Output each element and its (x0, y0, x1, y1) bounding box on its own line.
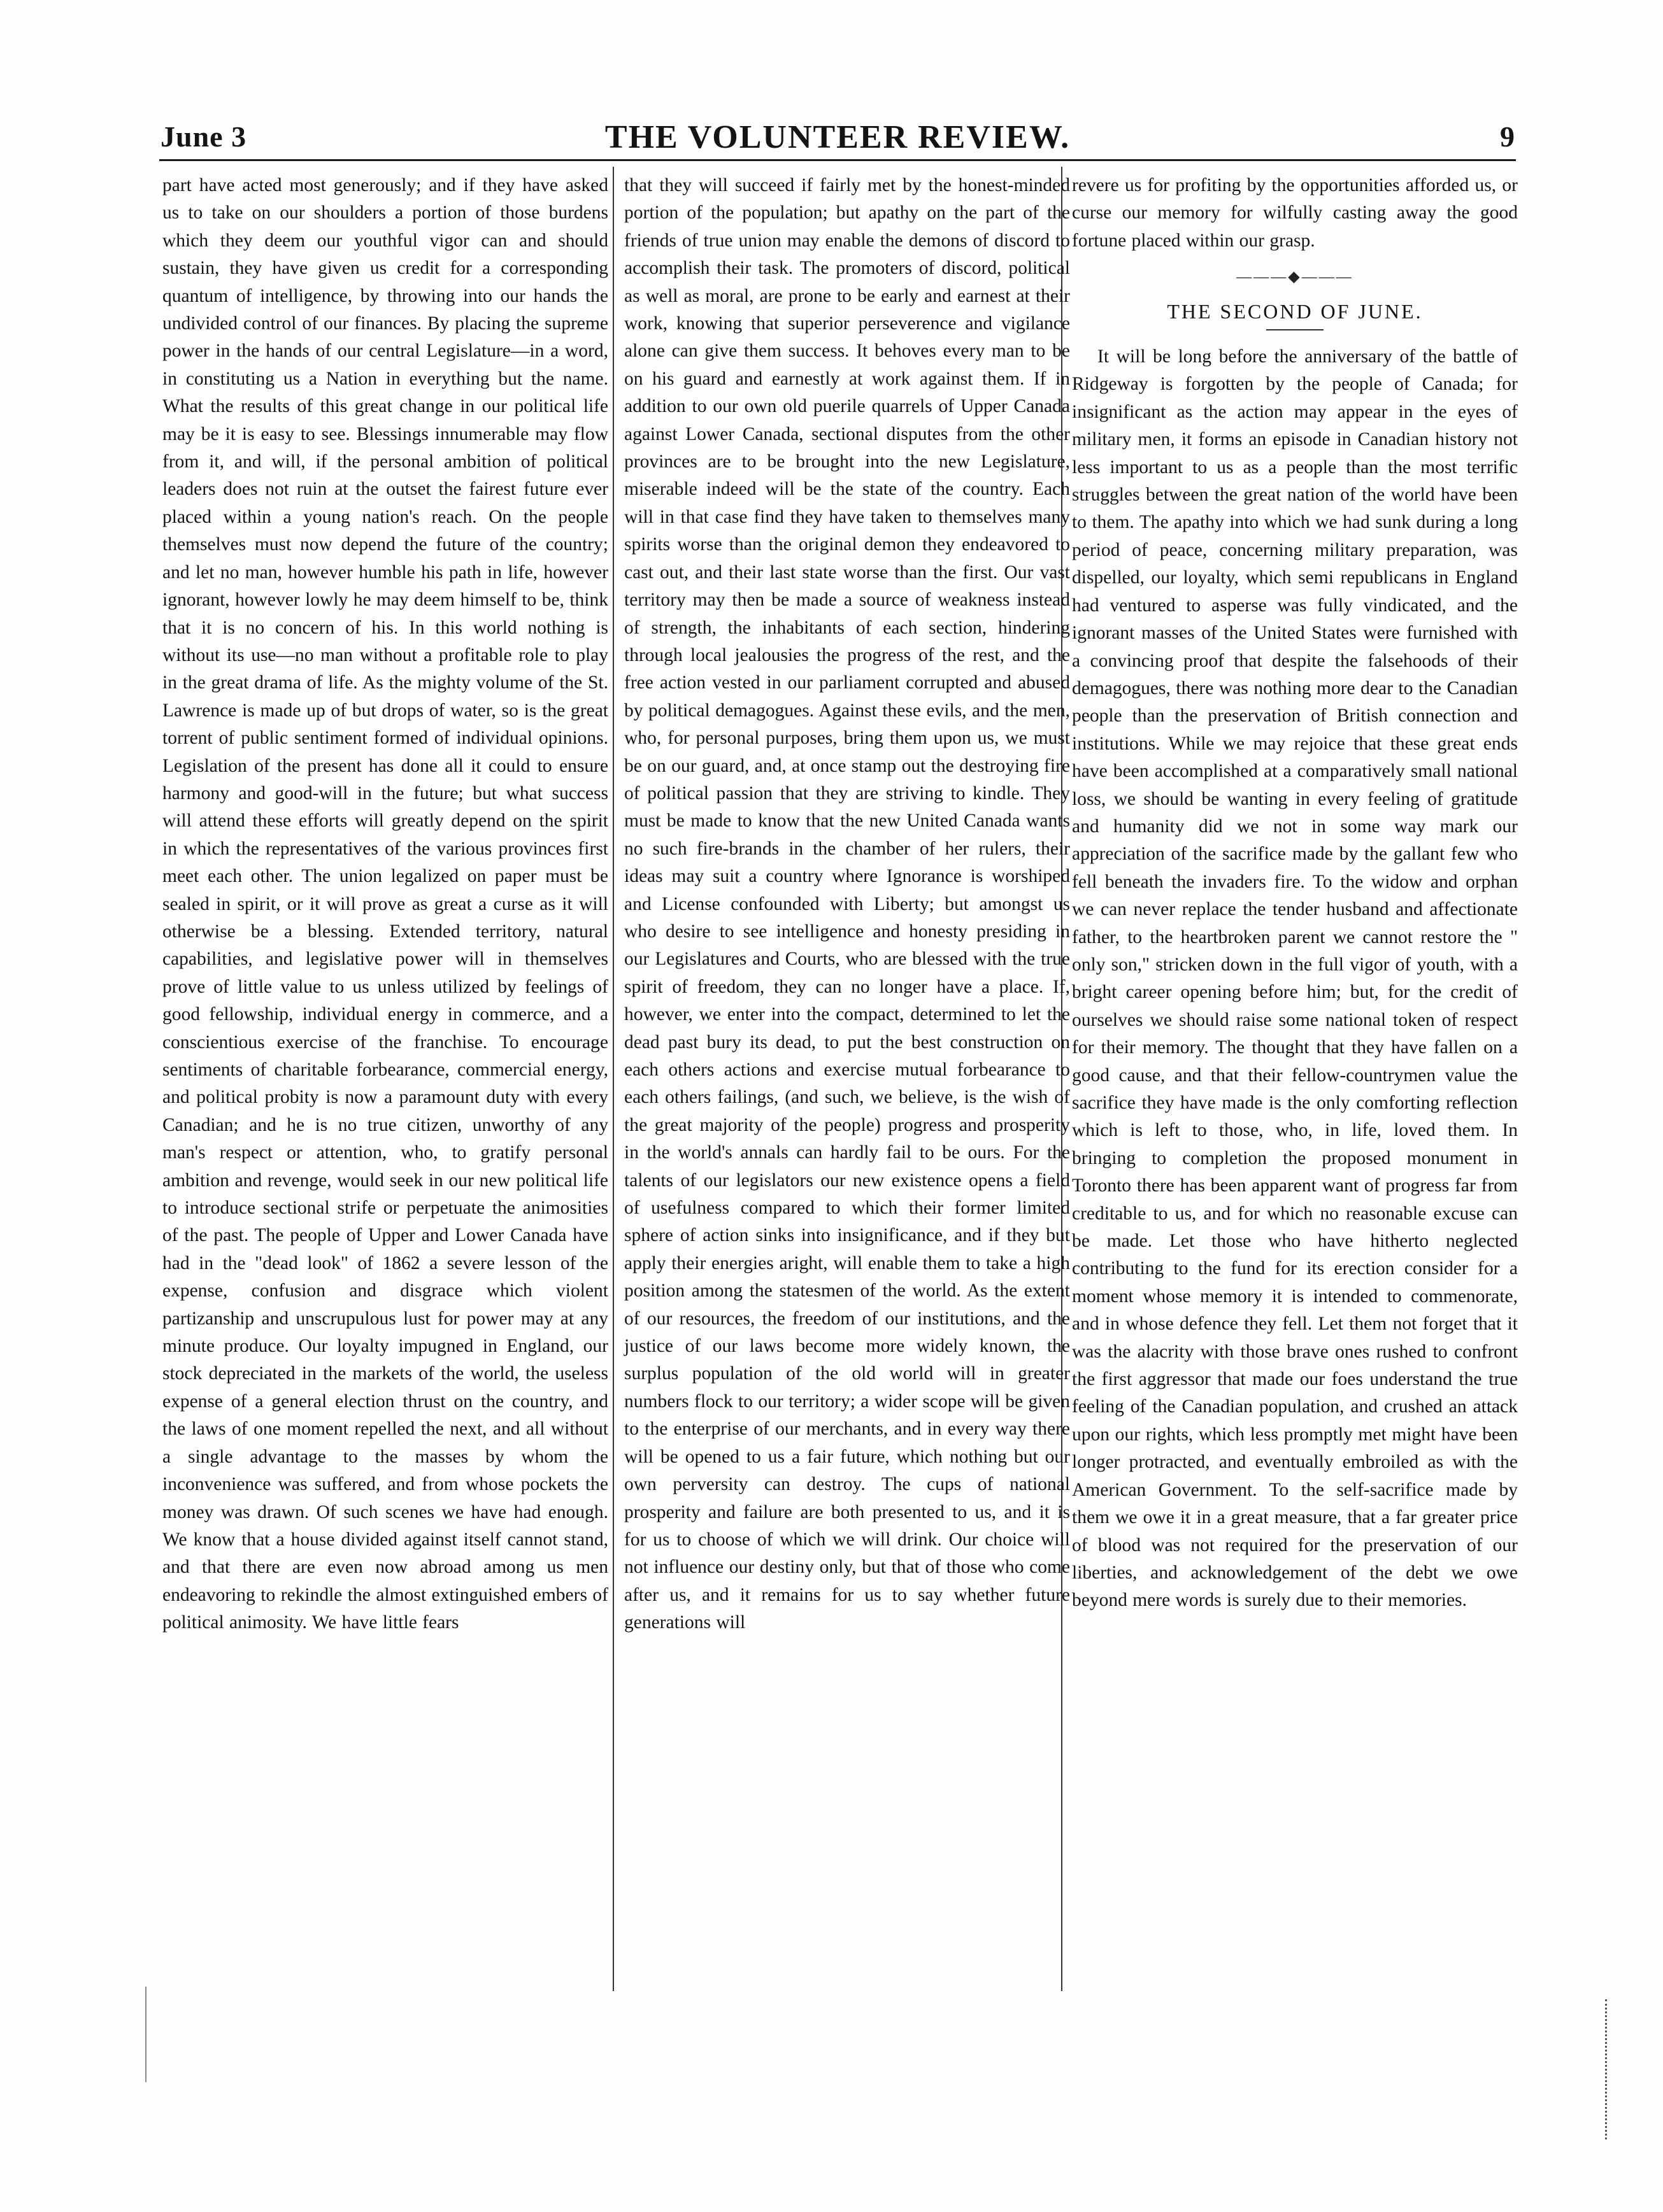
column-2 (624, 172, 1070, 1637)
column-1-text: part have acted most generously; and if they have asked us to take on our shoulders a portion of those burdens which they deem our youthful vigor can and should sustain, they have given us credit for a corresponding quantum of intelligence, by throwing into our hands the undivided control of our finances. By placing the supreme power in the hands of our central Legislature—in a word, in constituting us a Nation in everything but the name. What the results of this great change in our political life may be it is easy to see. Blessings innumerable may flow from it, and will, if the personal ambition of political leaders does not ruin at the outset the fairest future ever placed within a young nation's reach. On the people themselves must now depend the future of the country; and let no man, however humble his path in life, however ignorant, however lowly he may deem himself to be, think that it is no concern of his. In this world nothing is without its use—no man without a profitable role to play in the great drama of life. As the mighty volume of the St. Lawrence is made up of but drops of water, so is the great torrent of public sentiment formed of individual opinions. Legislation of the present has done all it could to ensure harmony and good-will in the future; but what success will attend these efforts will greatly depend on the spirit in which the representatives of the various provinces first meet each other. The union legalized on paper must be sealed in spirit, or it will prove as great a curse as it will otherwise be a blessing. Extended territory, natural capabilities, and legislative power will in themselves prove of little value to us unless utilized by feelings of good fellowship, individual energy in commerce, and a conscientious exercise of the franchise. To encourage sentiments of charitable forbearance, commercial energy, and political probity is now a paramount duty with every Canadian; and he is no true citizen, unworthy of any man's respect or attention, who, to gratify personal ambition and revenge, would seek in our new political life to introduce sectional strife or perpetuate the animosities of the past. The people of Upper and Lower Canada have had in the "dead look" of 1862 a severe lesson of the expense, confusion and disgrace which violent partizanship and unscrupulous lust for power may at any minute produce. Our loyalty impugned in England, our stock depreciated in the markets of the world, the useless expense of a general election thrust on the country, and the laws of one moment repelled the next, and all without a single advantage to the masses by whom the inconvenience was suffered, and from whose pockets the money was drawn. Of such scenes we have had enough. We know that a house divided against itself cannot stand, and that there are even now abroad among us men endeavoring to rekindle the almost extinguished embers of political animosity. We have little fears (162, 175, 608, 1633)
publication-title: THE VOLUNTEER REVIEW. (604, 119, 1071, 155)
page-header (159, 120, 1516, 161)
column-3-intro-text: revere us for profiting by the opportunities afforded us, or curse our memory for wilfully casting away the good fortune placed within our grasp. (1072, 175, 1518, 251)
article-text: It will be long before the anniversary of the battle of Ridgeway is forgotten by the people of Canada; for insignificant as the action may appear in the eyes of military men, it forms an episode in Canadian history not less important to us as a people than the most terrific struggles between the great nation of the world have been to them. The apathy into which we had sunk during a long period of peace, concerning military preparation, was dispelled, our loyalty, which semi republicans in England had ventured to asperse was fully vindicated, and the ignorant masses of the United States were furnished with a convincing proof that despite the falsehoods of their demagogues, there was nothing more dear to the Canadian people than the preservation of British connection and institutions. While we may rejoice that these great ends have been accomplished at a comparatively small national loss, we should be wanting in every feeling of gratitude and humanity did we not in some way mark our appreciation of the sacrifice made by the gallant few who fell beneath the invaders fire. To the widow and orphan we can never replace the tender husband and affectionate father, to the heartbroken parent we cannot restore the " only son," stricken down in the full vigor of youth, with a bright career opening before him; but, for the credit of ourselves we should raise some national token of respect for their memory. The thought that they have fallen on a good cause, and that their fellow-countrymen value the sacrifice they have made is the only comforting reflection which is left to those, who, in life, loved them. In bringing to completion the proposed monument in Toronto there has been apparent want of progress far from creditable to us, and for which no reasonable excuse can be made. Let those who have hitherto neglected contributing to the fund for its erection consider for a moment whose memory it is intended to commenorate, and in whose defence they fell. Let them not forget that it was the alacrity with those brave ones rushed to confront the first aggressor that made our foes understand the true feeling of the Canadian population, and crushed an attack upon our rights, which less promptly met might have been longer protracted, and eventually embroiled as with the American Government. To the self-sacrifice made by them we owe it in a great measure, that a far greater price of blood was not required for the preservation of our liberties, and acknowledgement of the debt we owe beyond mere words is surely due to their memories. (1072, 346, 1518, 1611)
column-3 (1072, 172, 1518, 1615)
section-ornament: ———◆——— (1236, 269, 1353, 286)
column-divider-left (613, 167, 614, 1991)
article-heading: THE SECOND OF JUNE. (1167, 299, 1423, 323)
margin-artifact-left (145, 1987, 146, 2082)
column-2-text: that they will succeed if fairly met by the honest-minded portion of the population; but apathy on the part of the friends of true union may enable the demons of discord to accomplish their task. The promoters of discord, political as well as moral, are prone to be early and earnest at their work, knowing that superior perseverence and vigilance alone can give them success. It behoves every man to be on his guard and earnestly at work against them. If in addition to our own old puerile quarrels of Upper Canada against Lower Canada, sectional disputes from the other provinces are to be brought into the new Legislature, miserable indeed will be the state of the country. Each will in that case find they have taken to themselves many spirits worse than the original demon they endeavored to cast out, and their last state worse than the first. Our vast territory may then be made a source of weakness instead of strength, the inhabitants of each section, hindering through local jealousies the progress of the rest, and the free action vested in our parliament corrupted and abused by political demagogues. Against these evils, and the men, who, for personal purposes, bring them upon us, we must be on our guard, and, at once stamp out the destroying fire of political passion that they are striving to kindle. They must be made to know that the new United Canada wants no such fire-brands in the chamber of her rulers, their ideas may suit a country where Ignorance is worshiped and License confounded with Liberty; but amongst us who desire to see intelligence and honesty presiding in our Legislatures and Courts, who are blessed with the true spirit of freedom, they can no longer have a place. If, however, we enter into the compact, determined to let the dead past bury its dead, to put the best construction on each others actions and exercise mutual forbearance to each others failings, (and such, we believe, is the wish of the great majority of the people) progress and prosperity in the world's annals can hardly fail to be ours. For the talents of our legislators our new existence opens a field of usefulness compared to which their former limited sphere of action sinks into insignificance, and if they but apply their energies aright, will enable them to take a high position among the statesmen of the world. As the extent of our resources, the freedom of our institutions, and the justice of our laws become more widely known, the surplus population of the old world will in greater numbers flock to our territory; a wider scope will be given to the enterprise of our merchants, and in every way there will be opened to us a fair future, which nothing but our own perversity can destroy. The cups of national prosperity and failure are both presented to us, and it is for us to choose of which we will drink. Our choice will not influence our destiny only, but that of those who come after us, and it remains for us to say whether future generations will (624, 175, 1070, 1633)
column-1 (162, 172, 608, 1637)
heading-rule (1266, 329, 1324, 330)
page-number: 9 (1500, 120, 1515, 153)
issue-date: June 3 (161, 120, 247, 153)
margin-artifact-right (1605, 1999, 1611, 2139)
